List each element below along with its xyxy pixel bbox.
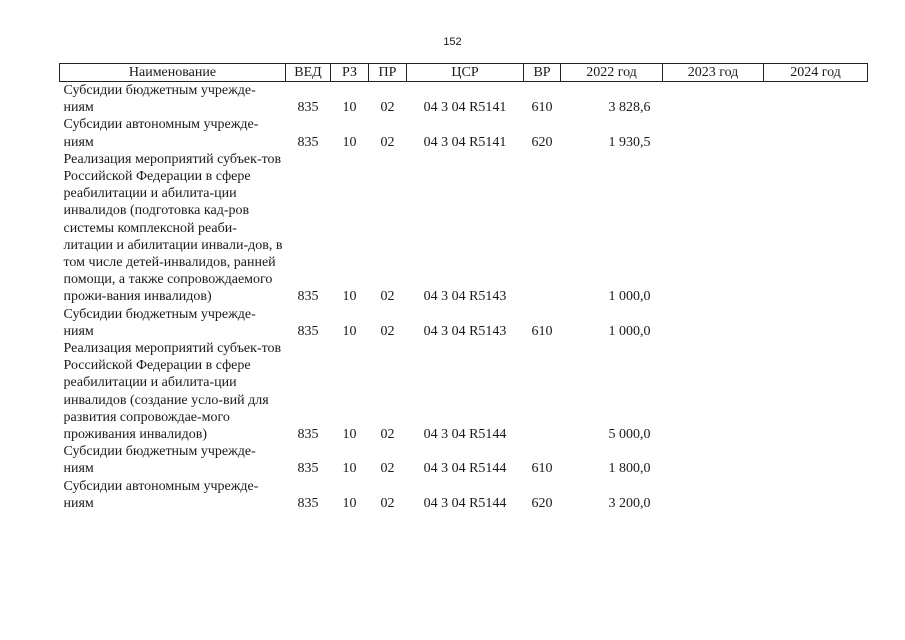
table-row [60,151,868,306]
header-name: Наименование [60,64,286,82]
table-row [60,82,868,117]
row-ved: 835 [297,134,319,150]
row-ved: 835 [297,461,319,477]
row-ved: 835 [297,100,319,116]
row-pr: 02 [380,427,395,443]
row-2023 [663,116,764,150]
row-2023 [663,478,764,512]
header-pr: ПР [369,64,407,82]
header-ved: ВЕД [286,64,331,82]
row-2022: 3 828,6 [608,100,651,116]
row-name: Субсидии автономным учрежде-ниям [63,478,259,511]
row-csr: 04 3 04 R5141 [423,100,507,116]
page-number: 152 [443,36,462,48]
row-ved: 835 [297,427,319,443]
row-2024 [764,82,868,117]
row-2023 [663,443,764,477]
row-vr: 620 [531,495,553,511]
row-name: Субсидии бюджетным учрежде-ниям [63,444,256,477]
row-2022: 1 000,0 [608,289,651,305]
row-pr: 02 [380,134,395,150]
row-vr: 620 [531,134,553,150]
row-csr: 04 3 04 R5144 [423,461,507,477]
table-row [60,340,868,443]
row-2024 [764,478,868,512]
row-rz: 10 [342,100,357,116]
row-2022: 1 800,0 [608,461,651,477]
row-rz: 10 [342,134,357,150]
header-2022: 2022 год [561,64,663,82]
row-vr [524,151,561,306]
row-2022: 3 200,0 [608,495,651,511]
row-rz: 10 [342,461,357,477]
row-2022: 1 930,5 [608,134,651,150]
row-vr: 610 [531,461,553,477]
row-csr: 04 3 04 R5144 [423,495,507,511]
row-2023 [663,306,764,340]
row-2023 [663,340,764,443]
header-2023: 2023 год [663,64,764,82]
row-2022: 5 000,0 [608,427,651,443]
row-2024 [764,443,868,477]
row-csr: 04 3 04 R5144 [423,427,507,443]
row-ved: 835 [297,289,319,305]
row-2024 [764,306,868,340]
row-2022: 1 000,0 [608,323,651,339]
row-name: Субсидии бюджетным учрежде-ниям [63,306,256,339]
budget-table [59,63,868,512]
table-row [60,443,868,477]
row-pr: 02 [380,100,395,116]
row-name: Субсидии автономным учрежде-ниям [63,117,259,150]
row-2024 [764,340,868,443]
row-vr: 610 [531,323,553,339]
row-rz: 10 [342,323,357,339]
row-name: Реализация мероприятий субъек-тов Российской Федерации в сфере реабилитации и абилита-ции инвалидов (подготовка кад-ров системы комплексной реаби-литации и абилитации инвали-дов, в том числе детей-инвалидов, ранней помощи, а также сопровождаемого прожи-вания инвалидов) [63,151,283,305]
row-ved: 835 [297,323,319,339]
row-csr: 04 3 04 R5143 [423,323,507,339]
table-row [60,306,868,340]
table-header [60,64,868,82]
row-pr: 02 [380,323,395,339]
row-rz: 10 [342,495,357,511]
row-pr: 02 [380,495,395,511]
row-name: Субсидии бюджетным учрежде-ниям [63,83,256,116]
header-2024: 2024 год [764,64,868,82]
row-name: Реализация мероприятий субъек-тов Российской Федерации в сфере реабилитации и абилита-ции инвалидов (создание усло-вий для развития сопровождае-мого проживания инвалидов) [63,341,282,443]
row-vr: 610 [531,100,553,116]
header-csr: ЦСР [407,64,524,82]
row-csr: 04 3 04 R5143 [423,289,507,305]
row-csr: 04 3 04 R5141 [423,134,507,150]
row-ved: 835 [297,495,319,511]
row-2024 [764,116,868,150]
row-pr: 02 [380,289,395,305]
row-2024 [764,151,868,306]
row-vr [524,340,561,443]
row-pr: 02 [380,461,395,477]
row-rz: 10 [342,427,357,443]
table-row [60,478,868,512]
row-2023 [663,82,764,117]
header-vr: ВР [524,64,561,82]
row-2023 [663,151,764,306]
header-rz: РЗ [331,64,369,82]
row-rz: 10 [342,289,357,305]
table-body [60,82,868,513]
table-row [60,116,868,150]
